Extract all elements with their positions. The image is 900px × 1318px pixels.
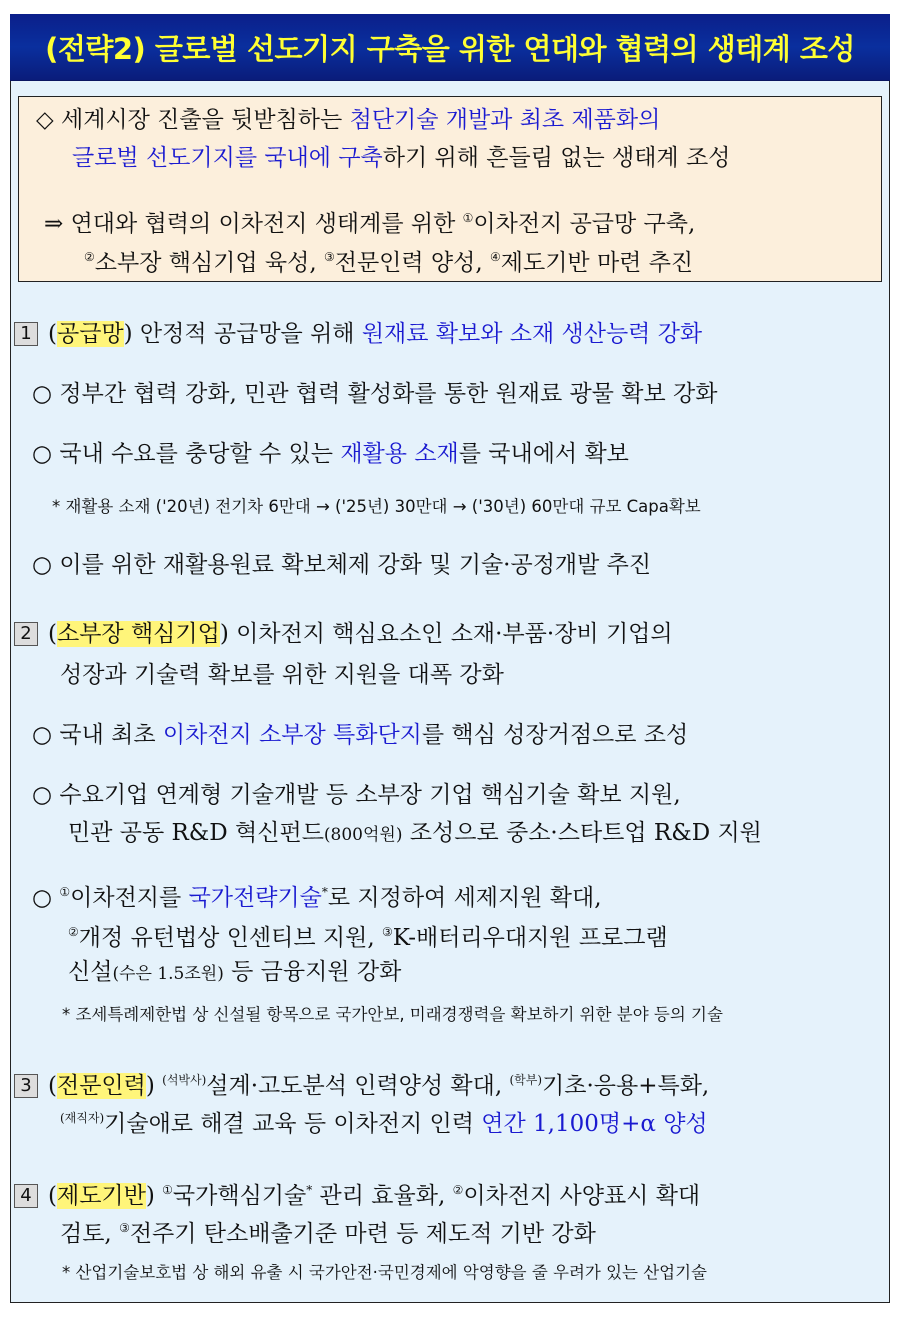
emphasis-text: 국가전략기술 [188,885,322,911]
text-segment: ) [145,1073,163,1099]
highlighted-keyword: 공급망 [56,321,124,347]
text-segment: ) 안정적 공급망을 위해 [123,321,362,347]
text-segment: 를 국내에서 확보 [458,441,629,467]
section-heading-continued [60,1213,596,1249]
text-segment: 전문인력 양성, [334,250,490,276]
text-segment: * 산업기술보호법 상 해외 유출 시 국가안전·국민경제에 악영향을 줄 우려가 있는 산업기술 [62,1263,707,1282]
footnote [52,492,701,522]
text-segment: 민관 공동 R&D 혁신펀드 [68,820,324,846]
text-segment: ◇ 세계시장 진출을 뒷받침하는 [36,107,350,133]
text-segment: ) [145,1183,163,1209]
superscript-marker: (재직자) [60,1111,105,1125]
summary-line [36,105,660,135]
text-segment: 하기 위해 흔들림 없는 생태계 조성 [382,145,731,171]
text-segment: 로 지정하여 세제지원 확대, [327,885,602,911]
superscript-marker: * [306,1183,313,1197]
text-segment: ○ 국내 최초 [32,722,163,748]
text-segment: ( [48,1073,57,1099]
text-segment: (수은 1.5조원) [112,964,224,984]
highlighted-keyword: 전문인력 [56,1073,146,1099]
footnote [62,1258,707,1288]
text-segment: 설계·고도분석 인력양성 확대, [206,1073,510,1099]
bullet-item [32,379,717,409]
section-heading [14,319,702,349]
text-segment: ○ [32,885,60,911]
text-segment: 기초·응용+특화, [542,1073,710,1099]
section-number-box: 4 [14,1184,38,1208]
emphasis-text: 첨단기술 개발과 최초 제품화의 [349,107,661,133]
text-segment: 등 금융지원 강화 [223,959,402,985]
section-number-box: 2 [14,622,38,646]
text-segment: * 조세특례제한법 상 신설될 항목으로 국가안보, 미래경쟁력을 확보하기 위한 분야 등의 기술 [62,1005,723,1024]
superscript-marker: ① [59,885,71,899]
section-heading [14,1065,709,1101]
text-segment: 국가핵심기술 [172,1183,307,1209]
highlighted-keyword: 제도기반 [56,1183,146,1209]
emphasis-text: 원재료 확보와 소재 생산능력 강화 [361,321,703,347]
text-segment: 신설 [68,959,113,985]
superscript-marker: ② [452,1183,464,1197]
summary-line [84,242,693,278]
bullet-item [32,720,688,750]
bullet-item [32,439,629,469]
text-segment: ⇒ 연대와 협력의 이차전지 생태계를 위한 [44,211,463,237]
superscript-marker: ④ [490,250,501,264]
bullet-item-continued [68,818,762,850]
bullet-item [32,877,602,913]
superscript-marker: ② [68,925,79,939]
text-segment: 성장과 기술력 확보를 위한 지원을 대폭 강화 [60,662,504,688]
emphasis-text: 연간 1,100명+α 양성 [481,1111,708,1137]
superscript-marker: (학부) [509,1073,543,1087]
text-segment: ○ 정부간 협력 강화, 민관 협력 활성화를 통한 원재료 광물 확보 강화 [32,381,718,407]
superscript-marker: ③ [323,250,335,264]
text-segment: 관리 효율화, [312,1183,453,1209]
text-segment: (800억원) [323,825,403,845]
strategy-title: (전략2) 글로벌 선도기지 구축을 위한 연대와 협력의 생태계 조성 [45,31,855,66]
superscript-marker: ② [84,250,95,264]
text-segment: 개정 유턴법상 인센티브 지원, [78,925,382,951]
highlighted-keyword: 소부장 핵심기업 [56,621,220,647]
section-number-box: 1 [14,322,38,346]
bullet-item [32,780,681,810]
emphasis-text: 이차전지 소부장 특화단지 [162,722,422,748]
bullet-item-continued [68,917,668,953]
text-segment: 기술애로 해결 교육 등 이차전지 인력 [104,1111,482,1137]
bullet-item [32,550,651,580]
text-segment: 이차전지를 [70,885,189,911]
text-segment: 검토, [60,1221,120,1247]
section-heading-continued [60,1103,708,1139]
section-heading-continued [60,660,504,690]
footnote [62,1000,723,1030]
section-heading [14,1175,700,1211]
text-segment: * 재활용 소재 ('20년) 전기차 6만대 → ('25년) 30만대 → ('30년) 60만대 규모 Capa확보 [52,497,701,516]
bullet-item-continued [68,957,401,989]
emphasis-text: 재활용 소재 [340,441,459,467]
superscript-marker: ③ [381,925,393,939]
text-segment: 소부장 핵심기업 육성, [94,250,324,276]
text-segment: ( [48,621,57,647]
text-segment: ○ 수요기업 연계형 기술개발 등 소부장 기업 핵심기술 확보 지원, [32,782,681,808]
text-segment: ○ 국내 수요를 충당할 수 있는 [32,441,341,467]
summary-line [72,143,730,173]
superscript-marker: ① [462,211,474,225]
text-segment: ○ 이를 위한 재활용원료 확보체제 강화 및 기술·공정개발 추진 [32,552,652,578]
text-segment: ( [48,321,57,347]
text-segment: 제도기반 마련 추진 [500,250,694,276]
text-segment: 를 핵심 성장거점으로 조성 [421,722,689,748]
text-segment: ) 이차전지 핵심요소인 소재·부품·장비 기업의 [219,621,673,647]
text-segment: ( [48,1183,57,1209]
superscript-marker: ① [162,1183,173,1197]
section-heading [14,619,673,649]
summary-line [44,203,695,239]
text-segment: 전주기 탄소배출기준 마련 등 제도적 기반 강화 [129,1221,596,1247]
text-segment: 이차전지 사양표시 확대 [463,1183,701,1209]
emphasis-text: 글로벌 선도기지를 국내에 구축 [72,145,383,171]
superscript-marker: ③ [119,1221,130,1235]
text-segment: 이차전지 공급망 구축, [473,211,696,237]
section-number-box: 3 [14,1074,38,1098]
text-segment: K-배터리우대지원 프로그램 [392,925,668,951]
text-segment: 조성으로 중소·스타트업 R&D 지원 [402,820,762,846]
superscript-marker: (석박사) [162,1073,207,1087]
strategy-header [10,14,890,81]
superscript-marker: * [321,885,328,899]
